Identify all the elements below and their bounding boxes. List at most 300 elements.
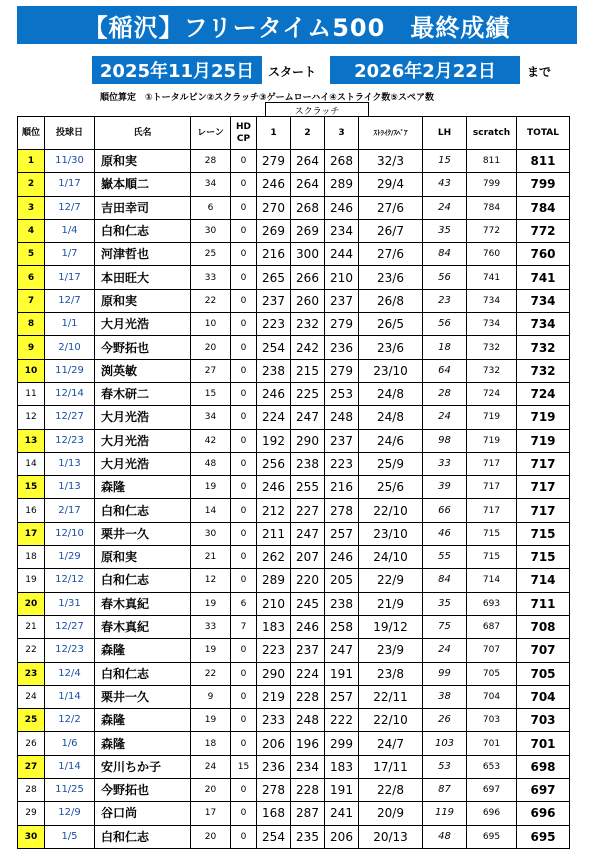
game2-cell: 234: [291, 755, 325, 778]
name-cell: 春木真紀: [95, 615, 191, 638]
game3-cell: 222: [325, 709, 359, 732]
game3-cell: 248: [325, 406, 359, 429]
table-row: [18, 173, 570, 196]
scratch-cell: 697: [467, 779, 517, 802]
hdcp-cell: 0: [231, 732, 257, 755]
game3-cell: 234: [325, 219, 359, 242]
scratch-cell: 701: [467, 732, 517, 755]
hdcp-cell: 0: [231, 173, 257, 196]
scratch-cell: 784: [467, 196, 517, 219]
strike-spare-cell: 17/11: [359, 755, 423, 778]
game2-cell: 260: [291, 289, 325, 312]
lane-cell: 22: [191, 289, 231, 312]
lane-cell: 19: [191, 592, 231, 615]
date-cell: 1/17: [45, 173, 95, 196]
game1-cell: 211: [257, 522, 291, 545]
game2-cell: 235: [291, 825, 325, 848]
table-row: [18, 452, 570, 475]
game1-cell: 290: [257, 662, 291, 685]
hdcp-cell: 0: [231, 289, 257, 312]
game1-cell: 289: [257, 569, 291, 592]
scratch-cell: 695: [467, 825, 517, 848]
strike-spare-cell: 24/7: [359, 732, 423, 755]
name-cell: 安川ちか子: [95, 755, 191, 778]
lane-cell: 19: [191, 476, 231, 499]
lh-cell: 66: [423, 499, 467, 522]
hdcp-cell: 0: [231, 313, 257, 336]
table-row: [18, 779, 570, 802]
strike-spare-cell: 22/9: [359, 569, 423, 592]
game1-cell: 246: [257, 173, 291, 196]
hdcp-cell: 0: [231, 522, 257, 545]
game3-cell: 191: [325, 662, 359, 685]
game1-cell: 254: [257, 825, 291, 848]
date-cell: 12/23: [45, 639, 95, 662]
game2-cell: 287: [291, 802, 325, 825]
hdcp-cell: 6: [231, 592, 257, 615]
game3-cell: 236: [325, 336, 359, 359]
header-game1: 1: [257, 117, 291, 150]
rank-cell: 8: [18, 313, 45, 336]
hdcp-cell: 0: [231, 802, 257, 825]
game3-cell: 247: [325, 639, 359, 662]
lh-cell: 23: [423, 289, 467, 312]
game1-cell: 219: [257, 685, 291, 708]
name-cell: 渕英敏: [95, 359, 191, 382]
scratch-cell: 715: [467, 522, 517, 545]
lane-cell: 17: [191, 802, 231, 825]
strike-spare-cell: 23/8: [359, 662, 423, 685]
strike-spare-cell: 23/6: [359, 266, 423, 289]
game1-cell: 233: [257, 709, 291, 732]
game3-cell: 246: [325, 546, 359, 569]
table-row: [18, 196, 570, 219]
hdcp-cell: 0: [231, 685, 257, 708]
scratch-cell: 732: [467, 359, 517, 382]
game3-cell: 279: [325, 313, 359, 336]
scratch-cell: 741: [467, 266, 517, 289]
game2-cell: 215: [291, 359, 325, 382]
name-cell: 原和実: [95, 546, 191, 569]
lane-cell: 42: [191, 429, 231, 452]
lane-cell: 21: [191, 546, 231, 569]
game1-cell: 237: [257, 289, 291, 312]
total-cell: 715: [517, 546, 570, 569]
game1-cell: 238: [257, 359, 291, 382]
date-cell: 12/23: [45, 429, 95, 452]
lh-cell: 33: [423, 452, 467, 475]
total-cell: 732: [517, 336, 570, 359]
lane-cell: 9: [191, 685, 231, 708]
total-cell: 724: [517, 382, 570, 405]
game2-cell: 228: [291, 685, 325, 708]
game3-cell: 257: [325, 522, 359, 545]
date-cell: 12/9: [45, 802, 95, 825]
header-scratch: scratch: [467, 117, 517, 150]
date-cell: 11/30: [45, 150, 95, 173]
name-cell: 森隆: [95, 639, 191, 662]
game1-cell: 262: [257, 546, 291, 569]
date-cell: 12/27: [45, 406, 95, 429]
total-cell: 697: [517, 779, 570, 802]
table-row: [18, 569, 570, 592]
date-cell: 12/4: [45, 662, 95, 685]
lane-cell: 34: [191, 406, 231, 429]
strike-spare-cell: 26/8: [359, 289, 423, 312]
lane-cell: 30: [191, 219, 231, 242]
strike-spare-cell: 25/9: [359, 452, 423, 475]
game3-cell: 238: [325, 592, 359, 615]
table-row: [18, 755, 570, 778]
strike-spare-cell: 20/13: [359, 825, 423, 848]
results-table: [17, 116, 570, 849]
date-cell: 12/27: [45, 615, 95, 638]
total-cell: 719: [517, 406, 570, 429]
scratch-cell: 715: [467, 546, 517, 569]
scratch-group-header: スクラッチ: [265, 102, 369, 117]
table-row: [18, 732, 570, 755]
name-cell: 春木真紀: [95, 592, 191, 615]
scratch-cell: 696: [467, 802, 517, 825]
header-lh: LH: [423, 117, 467, 150]
lh-cell: 103: [423, 732, 467, 755]
game1-cell: 278: [257, 779, 291, 802]
total-cell: 732: [517, 359, 570, 382]
date-cell: 1/31: [45, 592, 95, 615]
hdcp-cell: 15: [231, 755, 257, 778]
total-cell: 696: [517, 802, 570, 825]
date-cell: 12/7: [45, 196, 95, 219]
game3-cell: 206: [325, 825, 359, 848]
rank-cell: 29: [18, 802, 45, 825]
name-cell: 森隆: [95, 732, 191, 755]
rank-cell: 23: [18, 662, 45, 685]
game2-cell: 264: [291, 150, 325, 173]
hdcp-cell: 0: [231, 266, 257, 289]
table-row: [18, 359, 570, 382]
game1-cell: 192: [257, 429, 291, 452]
total-cell: 741: [517, 266, 570, 289]
strike-spare-cell: 26/7: [359, 219, 423, 242]
game1-cell: 279: [257, 150, 291, 173]
lh-cell: 35: [423, 592, 467, 615]
date-cell: 1/1: [45, 313, 95, 336]
total-cell: 717: [517, 499, 570, 522]
lh-cell: 56: [423, 313, 467, 336]
name-cell: 原和実: [95, 289, 191, 312]
lane-cell: 19: [191, 639, 231, 662]
hdcp-cell: 0: [231, 336, 257, 359]
game2-cell: 228: [291, 779, 325, 802]
date-cell: 1/13: [45, 476, 95, 499]
rank-cell: 1: [18, 150, 45, 173]
game2-cell: 227: [291, 499, 325, 522]
game3-cell: 183: [325, 755, 359, 778]
strike-spare-cell: 24/6: [359, 429, 423, 452]
game2-cell: 225: [291, 382, 325, 405]
game1-cell: 246: [257, 382, 291, 405]
table-row: [18, 662, 570, 685]
date-cell: 2/17: [45, 499, 95, 522]
rank-cell: 15: [18, 476, 45, 499]
strike-spare-cell: 32/3: [359, 150, 423, 173]
table-row: [18, 499, 570, 522]
scratch-cell: 703: [467, 709, 517, 732]
lane-cell: 33: [191, 615, 231, 638]
strike-spare-cell: 24/10: [359, 546, 423, 569]
lh-cell: 26: [423, 709, 467, 732]
total-cell: 714: [517, 569, 570, 592]
game3-cell: 237: [325, 289, 359, 312]
rank-cell: 25: [18, 709, 45, 732]
table-row: [18, 592, 570, 615]
lane-cell: 20: [191, 825, 231, 848]
scratch-cell: 734: [467, 313, 517, 336]
lane-cell: 27: [191, 359, 231, 382]
total-cell: 717: [517, 452, 570, 475]
hdcp-cell: 0: [231, 779, 257, 802]
scratch-cell: 719: [467, 406, 517, 429]
lh-cell: 75: [423, 615, 467, 638]
table-row: [18, 522, 570, 545]
rank-cell: 7: [18, 289, 45, 312]
scratch-cell: 719: [467, 429, 517, 452]
end-date: 2026年2月22日: [330, 56, 520, 84]
rank-cell: 26: [18, 732, 45, 755]
name-cell: 白和仁志: [95, 569, 191, 592]
table-row: [18, 382, 570, 405]
header-game2: 2: [291, 117, 325, 150]
lh-cell: 46: [423, 522, 467, 545]
lane-cell: 30: [191, 522, 231, 545]
lh-cell: 28: [423, 382, 467, 405]
game2-cell: 242: [291, 336, 325, 359]
header-hdcp: HD CP: [231, 117, 257, 150]
game1-cell: 223: [257, 639, 291, 662]
lh-cell: 119: [423, 802, 467, 825]
scratch-cell: 732: [467, 336, 517, 359]
game1-cell: 168: [257, 802, 291, 825]
game3-cell: 210: [325, 266, 359, 289]
name-cell: 大月光浩: [95, 406, 191, 429]
lane-cell: 20: [191, 336, 231, 359]
lh-cell: 55: [423, 546, 467, 569]
table-row: [18, 219, 570, 242]
rank-cell: 20: [18, 592, 45, 615]
game2-cell: 300: [291, 243, 325, 266]
date-cell: 12/2: [45, 709, 95, 732]
lh-cell: 53: [423, 755, 467, 778]
total-cell: 799: [517, 173, 570, 196]
game3-cell: 278: [325, 499, 359, 522]
name-cell: 吉田幸司: [95, 196, 191, 219]
total-cell: 719: [517, 429, 570, 452]
rank-cell: 5: [18, 243, 45, 266]
total-cell: 707: [517, 639, 570, 662]
lane-cell: 19: [191, 709, 231, 732]
date-cell: 12/10: [45, 522, 95, 545]
table-row: [18, 266, 570, 289]
rank-cell: 10: [18, 359, 45, 382]
header-strike-spare: ｽﾄﾗｲｸ/ｽﾍﾟｱ: [359, 117, 423, 150]
game3-cell: 237: [325, 429, 359, 452]
date-cell: 1/6: [45, 732, 95, 755]
lane-cell: 6: [191, 196, 231, 219]
scratch-cell: 693: [467, 592, 517, 615]
lh-cell: 24: [423, 196, 467, 219]
name-cell: 春木研二: [95, 382, 191, 405]
game3-cell: 257: [325, 685, 359, 708]
name-cell: 栗井一久: [95, 685, 191, 708]
lh-cell: 84: [423, 569, 467, 592]
game2-cell: 232: [291, 313, 325, 336]
game3-cell: 246: [325, 196, 359, 219]
game2-cell: 255: [291, 476, 325, 499]
date-cell: 1/4: [45, 219, 95, 242]
table-row: [18, 289, 570, 312]
scratch-cell: 799: [467, 173, 517, 196]
game2-cell: 269: [291, 219, 325, 242]
end-label: まで: [527, 65, 552, 79]
lane-cell: 25: [191, 243, 231, 266]
total-cell: 784: [517, 196, 570, 219]
strike-spare-cell: 23/6: [359, 336, 423, 359]
lh-cell: 98: [423, 429, 467, 452]
game1-cell: 183: [257, 615, 291, 638]
date-cell: 1/5: [45, 825, 95, 848]
strike-spare-cell: 22/11: [359, 685, 423, 708]
game1-cell: 212: [257, 499, 291, 522]
strike-spare-cell: 23/10: [359, 359, 423, 382]
scratch-cell: 772: [467, 219, 517, 242]
total-cell: 734: [517, 313, 570, 336]
name-cell: 栗井一久: [95, 522, 191, 545]
game1-cell: 254: [257, 336, 291, 359]
name-cell: 白和仁志: [95, 662, 191, 685]
rank-cell: 28: [18, 779, 45, 802]
date-cell: 1/14: [45, 685, 95, 708]
game2-cell: 245: [291, 592, 325, 615]
scratch-cell: 717: [467, 499, 517, 522]
rank-cell: 16: [18, 499, 45, 522]
name-cell: 森隆: [95, 709, 191, 732]
rank-cell: 6: [18, 266, 45, 289]
table-row: [18, 476, 570, 499]
strike-spare-cell: 25/6: [359, 476, 423, 499]
game2-cell: 224: [291, 662, 325, 685]
strike-spare-cell: 24/8: [359, 406, 423, 429]
game2-cell: 268: [291, 196, 325, 219]
lane-cell: 18: [191, 732, 231, 755]
lh-cell: 43: [423, 173, 467, 196]
name-cell: 白和仁志: [95, 219, 191, 242]
date-cell: 1/7: [45, 243, 95, 266]
start-label: スタート: [268, 65, 317, 79]
scratch-cell: 705: [467, 662, 517, 685]
total-cell: 703: [517, 709, 570, 732]
scratch-cell: 714: [467, 569, 517, 592]
table-row: [18, 406, 570, 429]
total-cell: 705: [517, 662, 570, 685]
lane-cell: 12: [191, 569, 231, 592]
game3-cell: 253: [325, 382, 359, 405]
total-cell: 708: [517, 615, 570, 638]
rank-cell: 17: [18, 522, 45, 545]
strike-spare-cell: 23/10: [359, 522, 423, 545]
lane-cell: 33: [191, 266, 231, 289]
game1-cell: 206: [257, 732, 291, 755]
table-row: [18, 336, 570, 359]
hdcp-cell: 0: [231, 382, 257, 405]
table-row: [18, 709, 570, 732]
game2-cell: 196: [291, 732, 325, 755]
table-row: [18, 546, 570, 569]
scratch-cell: 707: [467, 639, 517, 662]
strike-spare-cell: 23/9: [359, 639, 423, 662]
total-cell: 698: [517, 755, 570, 778]
game3-cell: 279: [325, 359, 359, 382]
strike-spare-cell: 29/4: [359, 173, 423, 196]
table-row: [18, 825, 570, 848]
total-cell: 711: [517, 592, 570, 615]
game3-cell: 258: [325, 615, 359, 638]
hdcp-cell: 0: [231, 452, 257, 475]
game3-cell: 205: [325, 569, 359, 592]
strike-spare-cell: 19/12: [359, 615, 423, 638]
lh-cell: 24: [423, 639, 467, 662]
game2-cell: 207: [291, 546, 325, 569]
lane-cell: 28: [191, 150, 231, 173]
total-cell: 695: [517, 825, 570, 848]
total-cell: 701: [517, 732, 570, 755]
hdcp-cell: 0: [231, 219, 257, 242]
name-cell: 原和実: [95, 150, 191, 173]
game3-cell: 216: [325, 476, 359, 499]
header-date: 投球日: [45, 117, 95, 150]
game1-cell: 256: [257, 452, 291, 475]
total-cell: 717: [517, 476, 570, 499]
date-cell: 12/12: [45, 569, 95, 592]
lh-cell: 15: [423, 150, 467, 173]
game2-cell: 247: [291, 522, 325, 545]
game2-cell: 248: [291, 709, 325, 732]
rank-cell: 12: [18, 406, 45, 429]
rank-cell: 11: [18, 382, 45, 405]
date-cell: 11/25: [45, 779, 95, 802]
lh-cell: 48: [423, 825, 467, 848]
game3-cell: 241: [325, 802, 359, 825]
date-cell: 12/7: [45, 289, 95, 312]
name-cell: 今野拓也: [95, 779, 191, 802]
rank-cell: 4: [18, 219, 45, 242]
lane-cell: 14: [191, 499, 231, 522]
rank-cell: 24: [18, 685, 45, 708]
name-cell: 白和仁志: [95, 499, 191, 522]
name-cell: 河津哲也: [95, 243, 191, 266]
scratch-cell: 704: [467, 685, 517, 708]
lh-cell: 87: [423, 779, 467, 802]
strike-spare-cell: 22/10: [359, 709, 423, 732]
game3-cell: 268: [325, 150, 359, 173]
game2-cell: 238: [291, 452, 325, 475]
game1-cell: 236: [257, 755, 291, 778]
total-cell: 760: [517, 243, 570, 266]
rank-cell: 18: [18, 546, 45, 569]
ranking-rules: 順位算定 ①トータルピン②スクラッチ③ゲームローハイ④ストライク数⑤スペア数: [100, 93, 435, 103]
game3-cell: 289: [325, 173, 359, 196]
game1-cell: 270: [257, 196, 291, 219]
lane-cell: 15: [191, 382, 231, 405]
